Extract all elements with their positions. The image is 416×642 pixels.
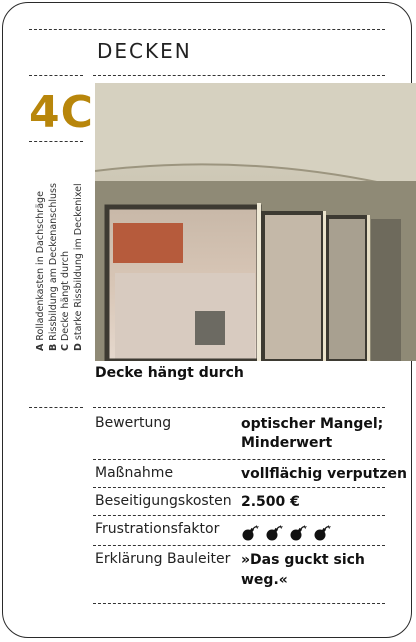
- frustration-rating: [241, 525, 331, 541]
- list-item: BRissbildung am Deckenanschluss: [47, 183, 59, 351]
- cost-value: 2.500 €: [241, 494, 300, 510]
- explanation-value-line-2: weg.«: [241, 572, 288, 588]
- divider: [93, 487, 385, 488]
- divider: [93, 407, 385, 408]
- explanation-label: Erklärung Bauleiter: [95, 551, 231, 567]
- card-title: Decke hängt durch: [95, 365, 244, 381]
- bomb-icon: [313, 525, 331, 541]
- measure-value: vollflächig verputzen: [241, 466, 407, 482]
- divider: [93, 459, 385, 460]
- cost-label: Beseitigungskosten: [95, 493, 232, 509]
- divider: [93, 603, 385, 604]
- card-set-list: [35, 51, 105, 351]
- explanation-value-line-1: »Das guckt sich: [241, 552, 365, 568]
- divider: [29, 407, 83, 408]
- divider: [93, 75, 385, 76]
- divider: [29, 29, 385, 30]
- ceiling-window-photo: [95, 83, 416, 361]
- rating-label: Bewertung: [95, 415, 172, 431]
- rating-value-line-2: Minderwert: [241, 435, 333, 451]
- rating-value-line-1: optischer Mangel;: [241, 416, 384, 432]
- quartet-card: [2, 2, 412, 638]
- measure-label: Maßnahme: [95, 465, 174, 481]
- frustration-label: Frustrationsfaktor: [95, 521, 220, 537]
- bomb-icon: [241, 525, 259, 541]
- bomb-icon: [265, 525, 283, 541]
- divider: [93, 515, 385, 516]
- category-title: DECKEN: [97, 39, 192, 63]
- bomb-icon: [289, 525, 307, 541]
- card-code: 4C: [29, 87, 94, 138]
- list-item: ARolladenkasten in Dachschräge: [35, 191, 46, 351]
- photo-illustration: [95, 83, 416, 361]
- list-item: Dstarke Rissbildung im Deckenixel: [72, 183, 84, 351]
- list-item: CDecke hängt durch: [60, 250, 71, 351]
- divider: [93, 545, 385, 546]
